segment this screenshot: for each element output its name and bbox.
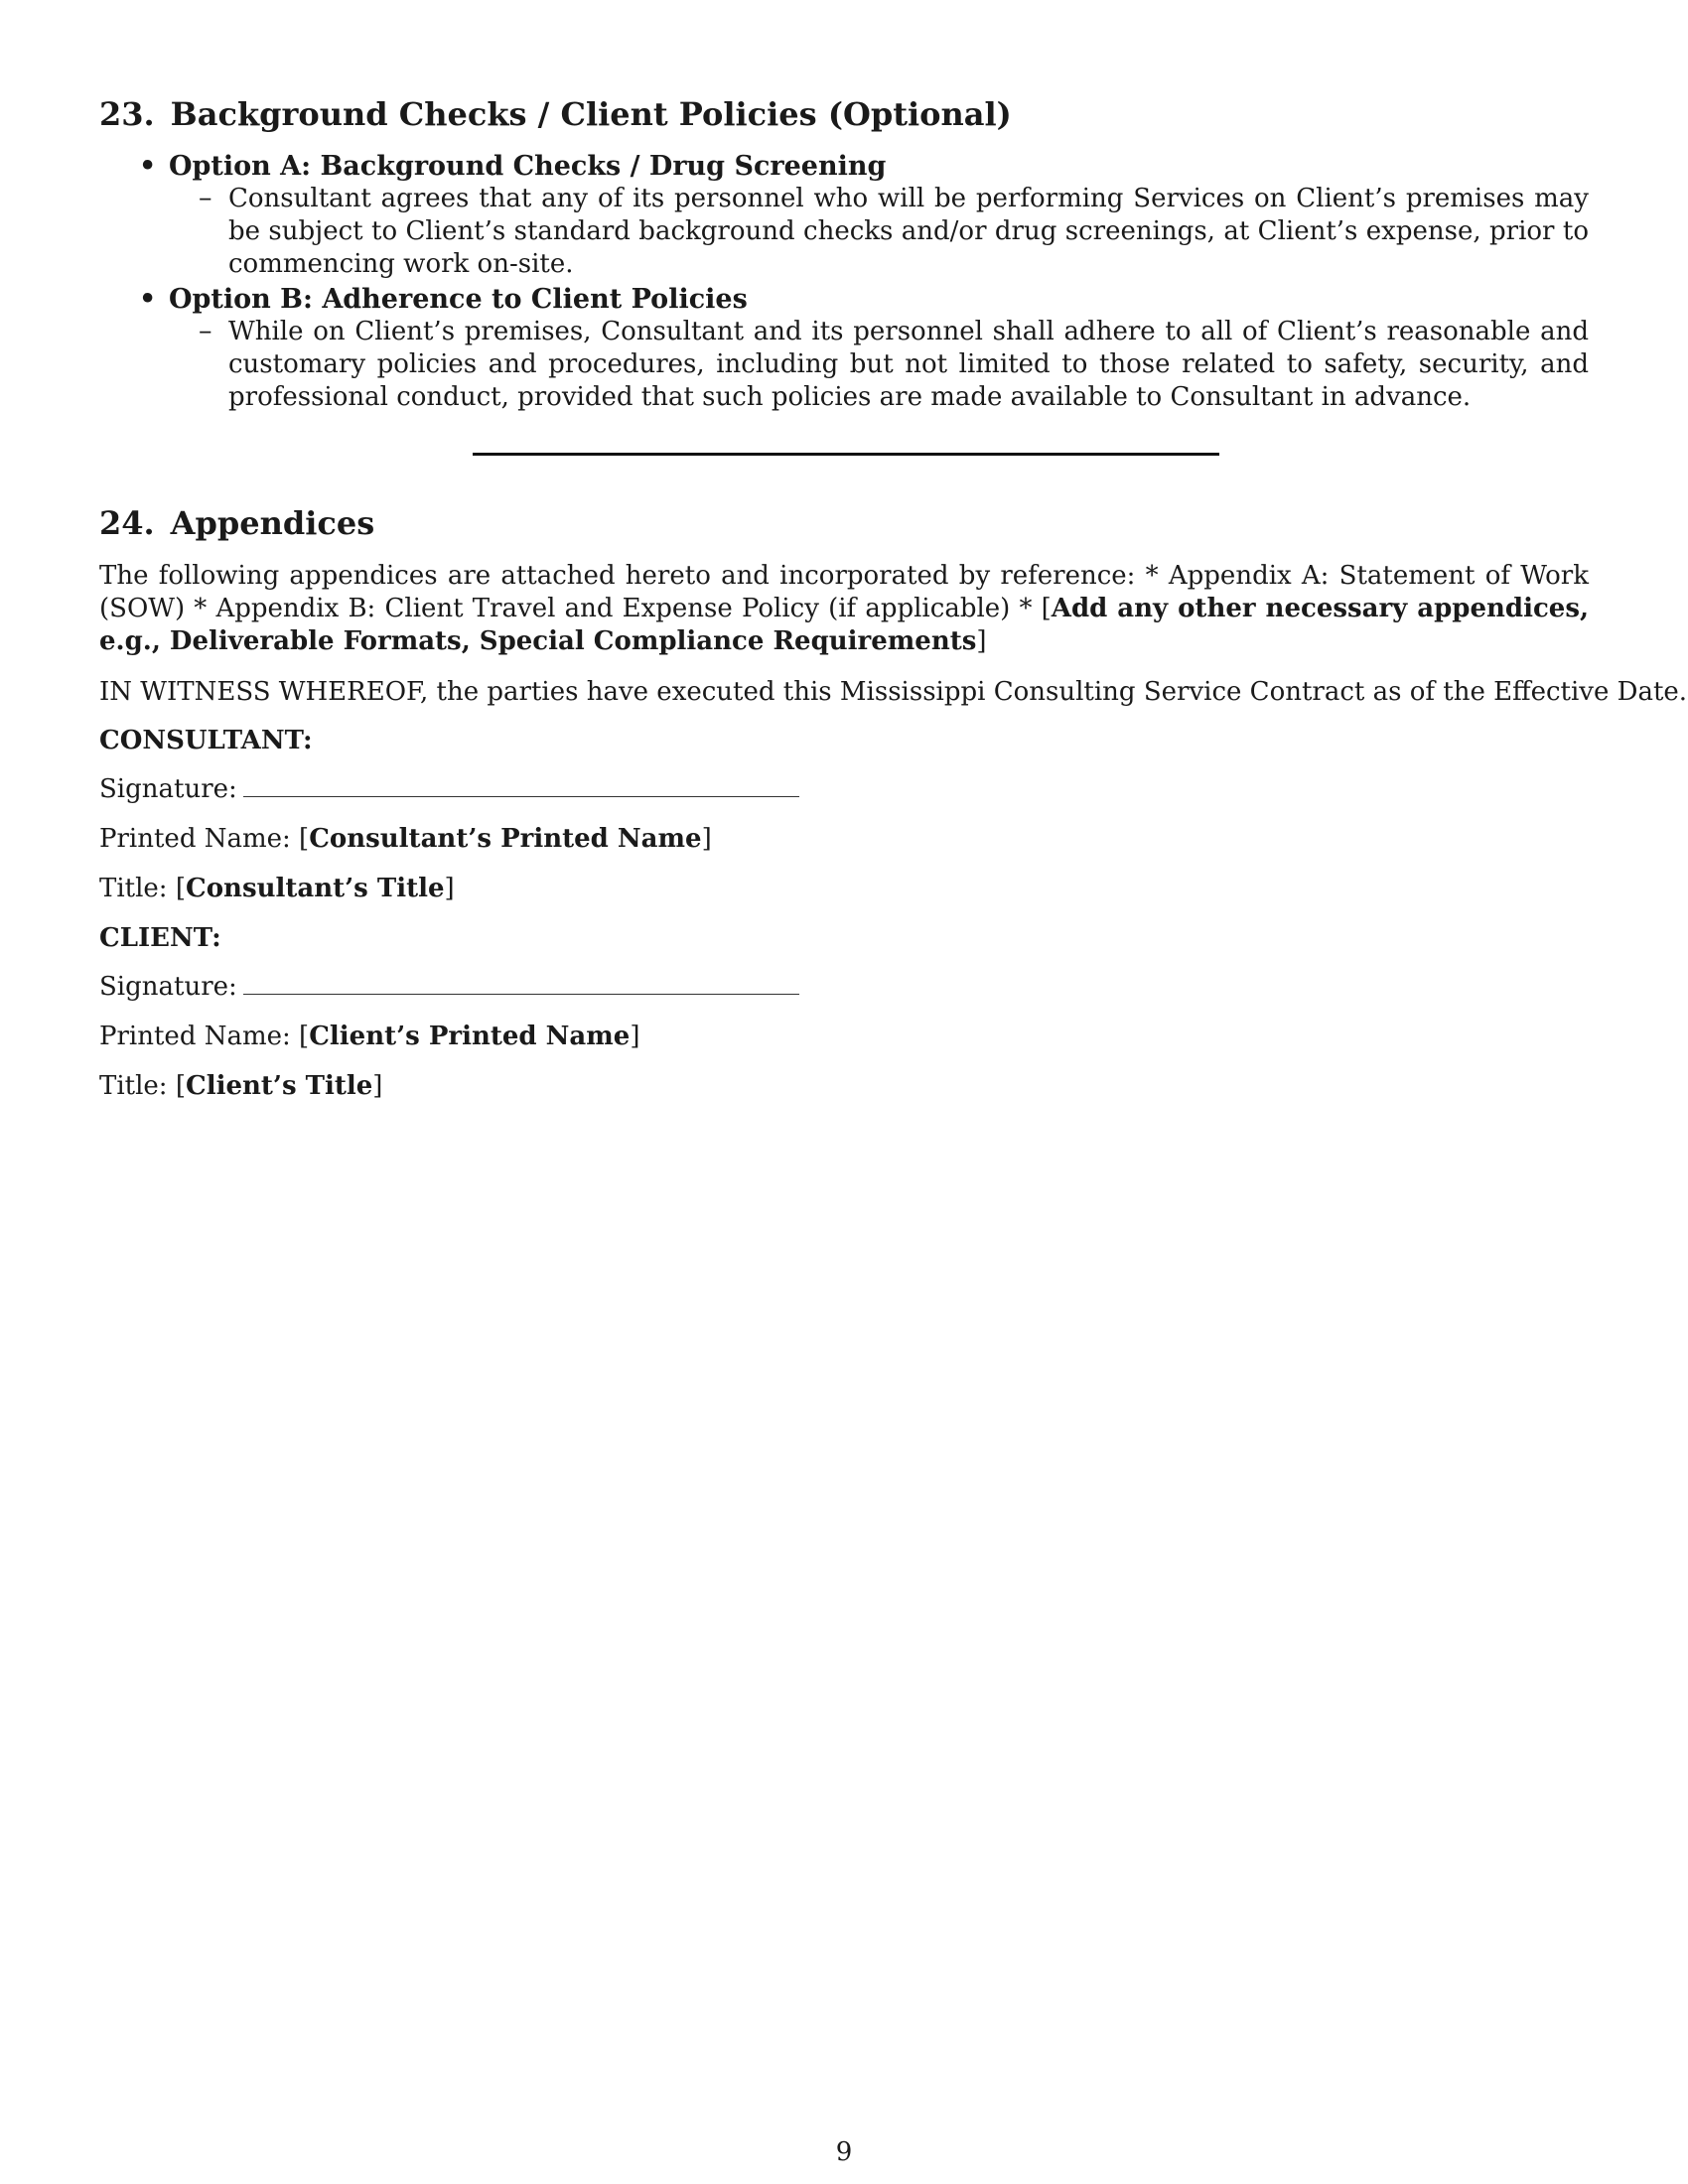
consultant-title: Consultant’s Title [186, 874, 445, 903]
bullet-icon: • [139, 151, 157, 182]
consultant-printed-name-row [99, 824, 712, 854]
bracket-close: ] [701, 824, 712, 854]
option-a-text: Consultant agrees that any of its personnel who will be performing Services on Client’s premises may be subject to Client’s standard background checks and/or drug screenings, at Client’s expense, prior to commencing work on-site. [228, 184, 1589, 279]
option-a-title-text: Option A: Background Checks / Drug Screening [169, 151, 887, 182]
bracket-open: [ [175, 874, 186, 903]
bracket-close: ] [444, 874, 455, 903]
bracket-open: [ [175, 1071, 186, 1101]
dash-icon: – [199, 183, 212, 213]
client-title-row [99, 1071, 382, 1101]
client-signature-row [99, 972, 799, 1002]
consultant-heading: CONSULTANT: [99, 726, 313, 755]
bullet-icon: • [139, 284, 157, 315]
option-b-title-text: Option B: Adherence to Client Policies [169, 284, 748, 315]
appendices-paragraph [99, 560, 1589, 658]
printed-name-label: Printed Name: [99, 1022, 291, 1051]
client-printed-name-row [99, 1022, 639, 1051]
signature-label: Signature: [99, 774, 237, 804]
consultant-signature-row [99, 774, 799, 804]
appendices-intro: The following appendices are attached hereto and incorporated by reference: * Appendix A: Statement of Work (SOW) * Appendix B: Client Travel and Expense Policy (if applicable) * [99, 561, 1589, 623]
page-number: 9 [835, 2137, 853, 2167]
bracket-close: ] [630, 1022, 640, 1051]
section-number: 24. [99, 504, 155, 542]
client-title: Client’s Title [186, 1071, 373, 1101]
option-a-title [139, 151, 887, 182]
consultant-signature-line[interactable] [243, 774, 799, 797]
section-24-heading [99, 504, 374, 542]
title-label: Title: [99, 874, 168, 903]
bracket-close: ] [976, 626, 987, 656]
client-printed-name: Client’s Printed Name [309, 1022, 631, 1051]
bracket-open: [ [1041, 594, 1052, 623]
bracket-open: [ [299, 1022, 310, 1051]
dash-icon: – [199, 316, 212, 346]
appendices-placeholder: Add any other necessary appendices, e.g., Deliverable Formats, Special Compliance Requirements [99, 594, 1590, 656]
client-heading: CLIENT: [99, 923, 221, 953]
section-number: 23. [99, 95, 155, 133]
bracket-open: [ [299, 824, 310, 854]
section-title: Background Checks / Client Policies (Optional) [170, 95, 1012, 133]
title-label: Title: [99, 1071, 168, 1101]
section-title: Appendices [170, 504, 375, 542]
consultant-printed-name: Consultant’s Printed Name [309, 824, 702, 854]
bracket-close: ] [372, 1071, 383, 1101]
witness-statement: IN WITNESS WHEREOF, the parties have executed this Mississippi Consulting Service Contract as of the Effective Date. [99, 677, 1688, 707]
option-b-title [139, 284, 748, 315]
client-signature-line[interactable] [243, 972, 799, 995]
printed-name-label: Printed Name: [99, 824, 291, 854]
signature-label: Signature: [99, 972, 237, 1002]
consultant-title-row [99, 874, 455, 903]
section-23-heading [99, 95, 1012, 133]
horizontal-rule [473, 453, 1219, 456]
option-b-text: While on Client’s premises, Consultant and its personnel shall adhere to all of Client’s reasonable and customary policies and procedures, including but not limited to those related to safety, security, and professional conduct, provided that such policies are made available to Consultant in advance. [228, 317, 1589, 412]
